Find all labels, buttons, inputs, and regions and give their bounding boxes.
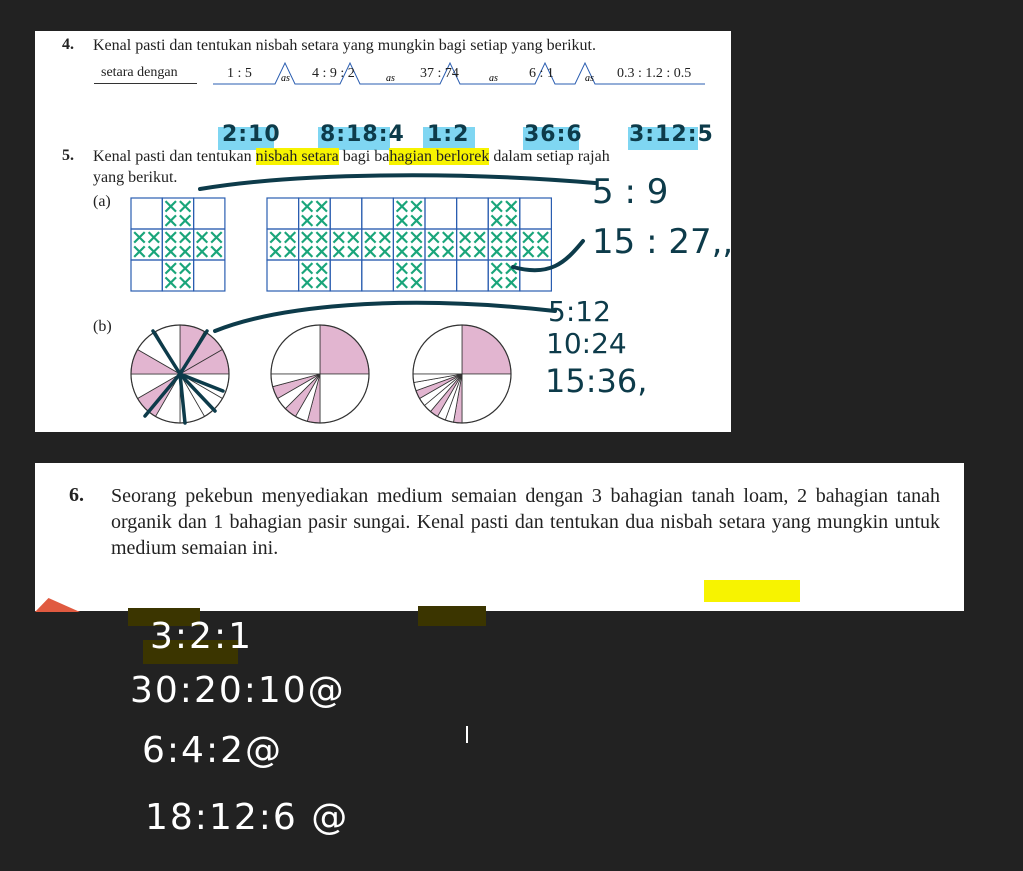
q5-text-line2: yang berikut. bbox=[93, 169, 178, 186]
q4-text: Kenal pasti dan tentukan nisbah setara yang mungkin bagi setiap yang berikut. bbox=[93, 37, 596, 54]
q4-as-2: as bbox=[386, 73, 395, 84]
q4-ratio-5: 0.3 : 1.2 : 0.5 bbox=[617, 66, 692, 81]
q5a-pen-connector bbox=[513, 241, 583, 270]
q4-answer-5: 3:12:5 bbox=[629, 122, 714, 147]
q4-as-4: as bbox=[585, 73, 594, 84]
q4-row-label: setara dengan bbox=[101, 65, 178, 80]
q5-highlight-bahagian-berlorek: hagian berlorek bbox=[389, 148, 490, 165]
q4-as-3: as bbox=[489, 73, 498, 84]
q6-answer-2: 30:20:10@ bbox=[130, 670, 346, 711]
q4-ratio-3: 37 : 74 bbox=[420, 66, 459, 81]
q6-text: Seorang pekebun menyediakan medium semaian dengan 3 bahagian tanah loam, 2 bahagian tanah organik dan 1 bahagian pasir sungai. Kenal pasti dan tentukan dua nisbah setara yang mungkin untuk medium semaian ini. bbox=[111, 485, 940, 559]
q4-ratio-2: 4 : 9 : 2 bbox=[312, 66, 355, 81]
q5a-answer-2: 15 : 27,, bbox=[592, 222, 734, 262]
q6-answer-1: 3:2:1 bbox=[150, 616, 253, 657]
q5-highlight-nisbah-setara: nisbah setara bbox=[255, 148, 339, 165]
q6-answer-3: 6:4:2@ bbox=[142, 730, 283, 771]
q5-number: 5. bbox=[62, 147, 74, 164]
q4-ratio-1: 1 : 5 bbox=[227, 66, 252, 81]
q4-answer-4: 36:6 bbox=[524, 122, 583, 147]
q6-answer-4: 18:12:6 @ bbox=[145, 797, 350, 838]
q5-label-a: (a) bbox=[93, 193, 111, 210]
q4-answer-3: 1:2 bbox=[427, 122, 470, 147]
q5b-answer-3: 15:36, bbox=[545, 362, 648, 400]
q4-ratio-4: 6 : 1 bbox=[529, 66, 554, 81]
q4-answer-2: 8:18:4 bbox=[320, 122, 405, 147]
worksheet-panel-question6 bbox=[35, 463, 964, 611]
q5-label-b: (b) bbox=[93, 318, 112, 335]
q5b-answer-1: 5:12 bbox=[548, 295, 611, 328]
q4-answer-1: 2:10 bbox=[222, 122, 281, 147]
q5b-answer-2: 10:24 bbox=[546, 327, 627, 360]
q6-number: 6. bbox=[69, 484, 84, 506]
q4-as-1: as bbox=[281, 73, 290, 84]
q5b-pen-arc bbox=[215, 303, 555, 331]
q5-text-part3: dalam setiap rajah bbox=[489, 148, 610, 165]
yellow-highlight-mark bbox=[704, 580, 800, 602]
q5a-pen-arc bbox=[200, 175, 595, 189]
q5-text-part2: bagi ba bbox=[338, 148, 390, 165]
q4-number: 4. bbox=[62, 36, 74, 53]
text-cursor bbox=[466, 726, 468, 743]
dark-highlight-mark-2 bbox=[418, 606, 486, 626]
q5a-answer-1: 5 : 9 bbox=[592, 172, 669, 212]
q5-text-part1: Kenal pasti dan tentukan bbox=[93, 148, 256, 165]
